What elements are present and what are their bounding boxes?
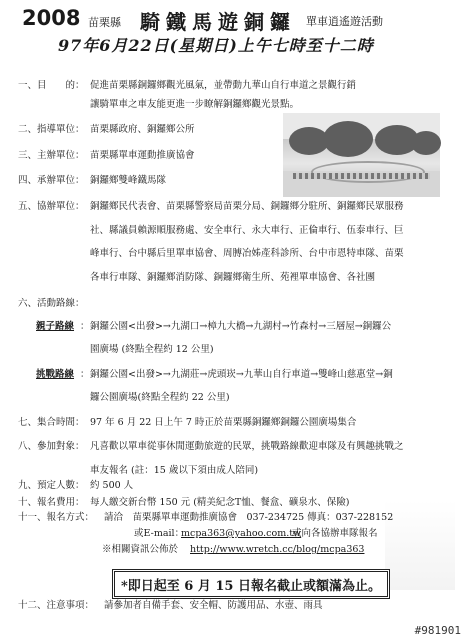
- section-coorganizer-line-3: 峰車行、台中縣后里單車協會、周膊冶姊產科診所、台中市恩特車隊、苗栗: [90, 248, 404, 259]
- image-id-watermark: #981901: [414, 624, 461, 637]
- section-participants-label: 八、參加對象：: [18, 441, 85, 452]
- section-purpose-label: 一、目 的：: [18, 80, 85, 91]
- faint-background-image: [385, 500, 455, 590]
- title-year: 2008: [22, 6, 81, 30]
- section-assembly-text: 97 年 6 月 22 日上午 7 時正於苗栗縣銅鑼鄉銅鑼公園廣場集合: [90, 417, 357, 428]
- route-family-line-1: 銅鑼公園<出發>→九湖口→樟九大橋→九湖村→竹森村→三層屋→銅鑼公: [90, 321, 392, 332]
- registration-email-suffix: 或向各協辦車隊報名: [292, 528, 378, 539]
- photo-tree: [323, 121, 373, 157]
- page-title: 騎鐵馬遊銅鑼: [140, 10, 296, 34]
- section-fee-text: 每人繳交新台幣 150 元 (精美紀念T恤、餐盒、礦泉水、保險): [90, 497, 350, 508]
- registration-email-prefix: 或E-mail：: [134, 528, 185, 539]
- section-route-label: 六、活動路線：: [18, 298, 85, 309]
- section-coorganizer-line-1: 銅鑼鄉民代表會、苗栗縣警察局苗栗分局、銅鑼鄉分駐所、銅鑼鄉民眾服務: [90, 201, 404, 212]
- route-challenge-line-1: 銅鑼公園<出發>→九湖莊→虎頭崁→九華山自行車道→雙峰山慈惠堂→銅: [90, 369, 393, 380]
- section-participants-line-1: 凡喜歡以單車從事休閒運動旅遊的民眾，挑戰路線歡迎車隊及有興趣挑戰之: [90, 441, 404, 452]
- title-county: 苗栗縣: [88, 16, 121, 29]
- section-fee-label: 十、報名費用：: [18, 497, 85, 508]
- event-date-line: 97年6月22日(星期日)上午七時至十二時: [58, 36, 374, 55]
- route-family-label: 親子路線: [36, 321, 75, 332]
- section-coorganizer-label: 五、協辦單位：: [18, 201, 85, 212]
- section-executor-text: 銅鑼鄉雙峰鐵馬隊: [90, 175, 167, 186]
- section-assembly-label: 七、集合時間：: [18, 417, 85, 428]
- section-participants-line-2: 車友報名 (註：15 歲以下須由成人陪同): [90, 465, 259, 476]
- title-subtitle: 單車逍遙遊活動: [306, 15, 383, 28]
- section-notes-text: 請參加者自備手套、安全帽、防護用品、水壺、雨具: [104, 600, 323, 611]
- section-organizer-text: 苗栗縣單車運動推廣協會: [90, 150, 195, 161]
- section-capacity-text: 約 500 人: [90, 480, 134, 491]
- route-challenge-colon: ：: [80, 369, 90, 380]
- section-guidance-text: 苗栗縣政府、銅鑼鄉公所: [90, 124, 195, 135]
- section-registration-label: 十一、報名方式：: [18, 512, 95, 523]
- section-purpose-line-2: 讓騎單車之車友能更進一步瞭解銅鑼鄉觀光景點。: [90, 99, 300, 110]
- section-guidance-label: 二、指導單位：: [18, 124, 85, 135]
- photo-tree: [411, 131, 441, 155]
- registration-info-prefix: ※相關資訊公佈於: [102, 544, 179, 555]
- section-capacity-label: 九、預定人數：: [18, 480, 85, 491]
- title-row: [0, 4, 465, 34]
- section-purpose-line-1: 促進苗栗縣銅鑼鄉觀光風氣，並帶動九華山自行車道之景觀行銷: [90, 80, 357, 91]
- route-family-line-2: 園廣場 (終點全程約 12 公里): [90, 344, 214, 355]
- section-coorganizer-line-4: 各車行車隊、銅鑼鄉消防隊、銅鑼鄉衛生所、苑裡單車協會、各社團: [90, 272, 376, 283]
- registration-blog-link[interactable]: http://www.wretch.cc/blog/mcpa363: [190, 544, 365, 555]
- registration-contact: 請洽 苗栗縣單車運動推廣協會 037-234725 傳真：037-228152: [104, 512, 394, 523]
- photo-flowerbed: [311, 161, 425, 183]
- registration-email-link[interactable]: mcpa363@yahoo.com.tw: [181, 528, 302, 539]
- deadline-notice-box: [112, 569, 390, 599]
- section-executor-label: 四、承辦單位：: [18, 175, 85, 186]
- section-coorganizer-line-2: 社、縣議員賴源順服務處、安全車行、永大車行、正倫車行、伍泰車行、巨: [90, 225, 404, 236]
- route-family-colon: ：: [80, 321, 90, 332]
- park-photo: [283, 113, 440, 197]
- photo-flowers: [293, 173, 430, 179]
- section-organizer-label: 三、主辦單位：: [18, 150, 85, 161]
- route-challenge-label: 挑戰路線: [36, 369, 75, 380]
- deadline-notice-text: *即日起至 6 月 15 日報名截止或額滿為止。: [120, 579, 382, 594]
- section-notes-label: 十二、注意事項：: [18, 600, 95, 611]
- route-challenge-line-2: 鑼公園廣場(終點全程約 22 公里): [90, 392, 230, 403]
